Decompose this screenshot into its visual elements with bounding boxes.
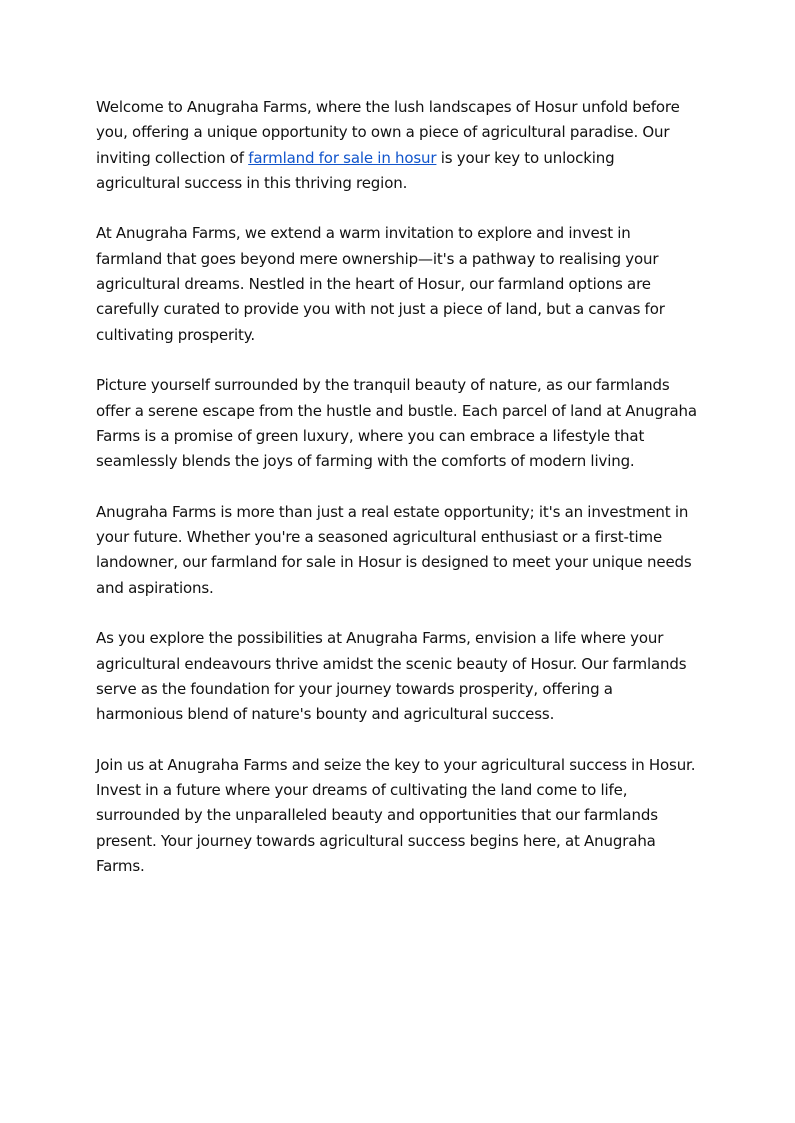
document-body [96,95,700,905]
paragraph-intro-text-before: Welcome to Anugraha Farms, where the lush landscapes of Hosur unfold before you, offering a unique opportunity to own a piece of agricultural paradise. Our inviting collection of [96,98,680,167]
paragraph-intro-text-after: is your key to unlocking agricultural success in this thriving region. [96,148,615,192]
farmland-for-sale-link[interactable]: farmland for sale in hosur [248,148,437,167]
paragraph-possibilities: As you explore the possibilities at Anugraha Farms, envision a life where your agricultural endeavours thrive amidst the scenic beauty of Hosur. Our farmlands serve as the foundation for your journey towards prosperity, offering a harmonious blend of nature's bounty and agricultural success. [96,629,687,724]
paragraph-invitation: At Anugraha Farms, we extend a warm invitation to explore and invest in farmland that goes beyond mere ownership—it's a pathway to realising your agricultural dreams. Nestled in the heart of Hosur, our farmland options are carefully curated to provide you with not just a piece of land, but a canvas for cultivating prosperity. [96,224,665,344]
paragraph-intro [96,95,700,196]
paragraph-nature: Picture yourself surrounded by the tranquil beauty of nature, as our farmlands offer a serene escape from the hustle and bustle. Each parcel of land at Anugraha Farms is a promise of green luxury, where you can embrace a lifestyle that seamlessly blends the joys of farming with the comforts of modern living. [96,376,697,471]
paragraph-join-us: Join us at Anugraha Farms and seize the key to your agricultural success in Hosur. Invest in a future where your dreams of cultivating the land come to life, surrounded by the unparalleled beauty and opportunities that our farmlands present. Your journey towards agricultural success begins here, at Anugraha Farms. [96,755,696,875]
paragraph-investment: Anugraha Farms is more than just a real estate opportunity; it's an investment in your future. Whether you're a seasoned agricultural enthusiast or a first-time landowner, our farmland for sale in Hosur is designed to meet your unique needs and aspirations. [96,502,692,597]
